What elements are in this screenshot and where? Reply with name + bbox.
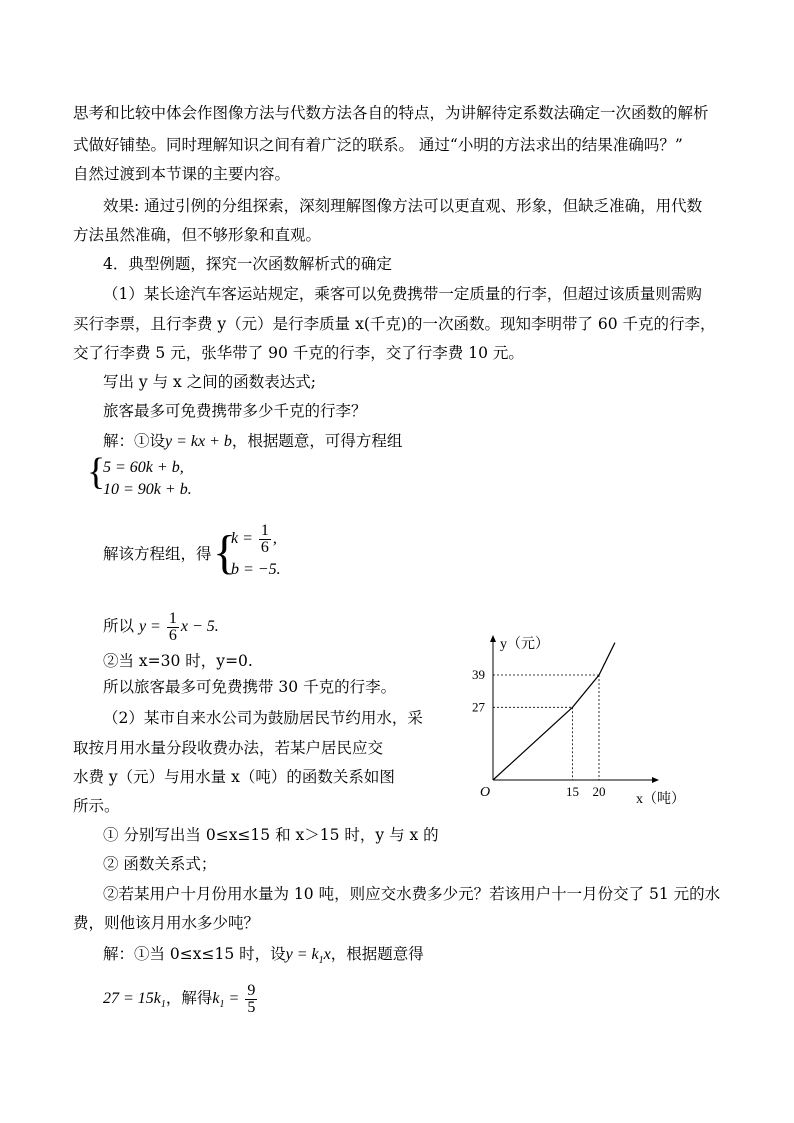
- solution-line: [103, 430, 402, 453]
- x-tick-label: 20: [592, 784, 606, 799]
- paragraph-line: （1）某长途汽车客运站规定，乘客可以免费携带一定质量的行李，但超过该质量则需购: [103, 285, 702, 303]
- equation: [231, 523, 277, 556]
- section-heading: 4．典型例题，探究一次函数解析式的确定: [103, 255, 392, 273]
- left-brace: {: [213, 526, 237, 579]
- paragraph-line: ① 分别写出当 0≤x≤15 和 x＞15 时，y 与 x 的: [103, 826, 439, 844]
- paragraph-line: 所示。: [73, 797, 120, 815]
- equation: [138, 610, 219, 644]
- paragraph-line: ②当 x=30 时，y=0.: [103, 652, 253, 670]
- left-brace: {: [87, 451, 106, 493]
- paragraph-line: ②若某用户十月份用水量为 10 吨，则应交水费多少元？若该用户十一月份交了 51 元的水: [103, 885, 721, 903]
- math-text: =: [228, 990, 240, 1008]
- math-text: y =: [138, 618, 161, 636]
- paragraph-line: （2）某市自来水公司为鼓励居民节约用水，采: [103, 709, 423, 727]
- y-tick-label: 27: [472, 699, 485, 715]
- equation: 10 = 90k + b.: [103, 481, 192, 498]
- text-span: 解：①当 0≤x≤15 时，设: [103, 945, 286, 963]
- solution-line: [103, 611, 219, 644]
- paragraph-line: 方法虽然准确，但不够形象和直观。: [73, 226, 322, 244]
- math-text: y = k: [285, 946, 319, 963]
- text-span: ，根据题意得: [330, 945, 424, 963]
- math-text: 27 = 15k: [103, 990, 161, 1008]
- fraction-numerator: 1: [168, 610, 177, 627]
- water-fee-line: [493, 643, 615, 780]
- math-text: k =: [231, 530, 253, 548]
- y-tick-label: 39: [472, 667, 485, 682]
- equation: y = kx + b: [165, 433, 232, 450]
- solution-line: [103, 943, 424, 972]
- origin-label: O: [480, 785, 491, 800]
- fraction-denominator: 5: [247, 999, 256, 1016]
- paragraph-line: 效果: 通过引例的分组探索，深刻理解图像方法可以更直观、形象，但缺乏准确，用代数: [103, 197, 703, 215]
- paragraph-line: 写出 y 与 x 之间的函数表达式;: [103, 373, 316, 391]
- paragraph-line: 费，则他该月用水多少吨？: [73, 914, 260, 932]
- text-span: 所以: [103, 617, 135, 636]
- paragraph-line: ② 函数关系式；: [103, 855, 217, 873]
- math-text: ,: [272, 530, 277, 548]
- paragraph-line: 自然过渡到本节课的主要内容。: [73, 165, 291, 183]
- fraction-numerator: 1: [260, 522, 269, 539]
- equation: 5 = 60k + b,: [103, 459, 184, 476]
- y-axis-arrow: [490, 635, 496, 642]
- paragraph-line: 式做好铺垫。同时理解知识之间有着广泛的联系。 通过“小明的方法求出的结果准确吗？”: [73, 136, 683, 154]
- math-text: x: [323, 946, 331, 963]
- x-tick-label: 15: [566, 784, 579, 799]
- equation: [285, 946, 331, 967]
- paragraph-line: 思考和比较中体会作图像方法与代数方法各自的特点，为讲解待定系数法确定一次函数的解析: [73, 104, 709, 122]
- paragraph-line: 交了行李费 5 元，张华带了 90 千克的行李，交了行李费 10 元。: [73, 344, 524, 362]
- fraction: [167, 611, 179, 644]
- subscript: 1: [318, 955, 324, 967]
- fraction-numerator: 9: [247, 982, 256, 999]
- paragraph-line: 水费 y（元）与用水量 x（吨）的函数关系如图: [73, 768, 395, 786]
- text-span: 解：①设: [103, 432, 166, 450]
- math-text: x − 5.: [180, 618, 219, 636]
- equation: [212, 982, 259, 1016]
- math-text: k: [212, 990, 220, 1008]
- solution-line: 解该方程组，得: [103, 545, 212, 563]
- fraction: [245, 983, 257, 1016]
- fraction-denominator: 6: [168, 627, 177, 644]
- paragraph-line: 所以旅客最多可免费携带 30 千克的行李。: [103, 678, 397, 696]
- subscript: 1: [219, 999, 225, 1011]
- x-axis-label: x（吨）: [636, 792, 685, 807]
- solution-line: [103, 983, 259, 1016]
- equation: [103, 990, 166, 1011]
- tick-labels: [472, 667, 606, 799]
- fraction: [259, 523, 271, 556]
- equation: b = −5.: [231, 561, 281, 578]
- paragraph-line: 取按月用水量分段收费办法，若某户居民应交: [73, 739, 384, 757]
- fraction-denominator: 6: [260, 539, 269, 556]
- water-fee-chart: [460, 630, 690, 815]
- text-span: ，解得: [165, 989, 213, 1008]
- x-axis-arrow: [652, 777, 659, 783]
- paragraph-line: 买行李票，且行李费 y（元）是行李质量 x(千克)的一次函数。现知李明带了 60 千克的行李，: [73, 315, 716, 333]
- y-axis-label: y（元）: [500, 637, 549, 652]
- paragraph-line: 旅客最多可免费携带多少千克的行李？: [103, 402, 367, 420]
- text-span: ，根据题意，可得方程组: [231, 432, 403, 450]
- subscript: 1: [160, 999, 166, 1011]
- dashed-guides: [493, 675, 599, 780]
